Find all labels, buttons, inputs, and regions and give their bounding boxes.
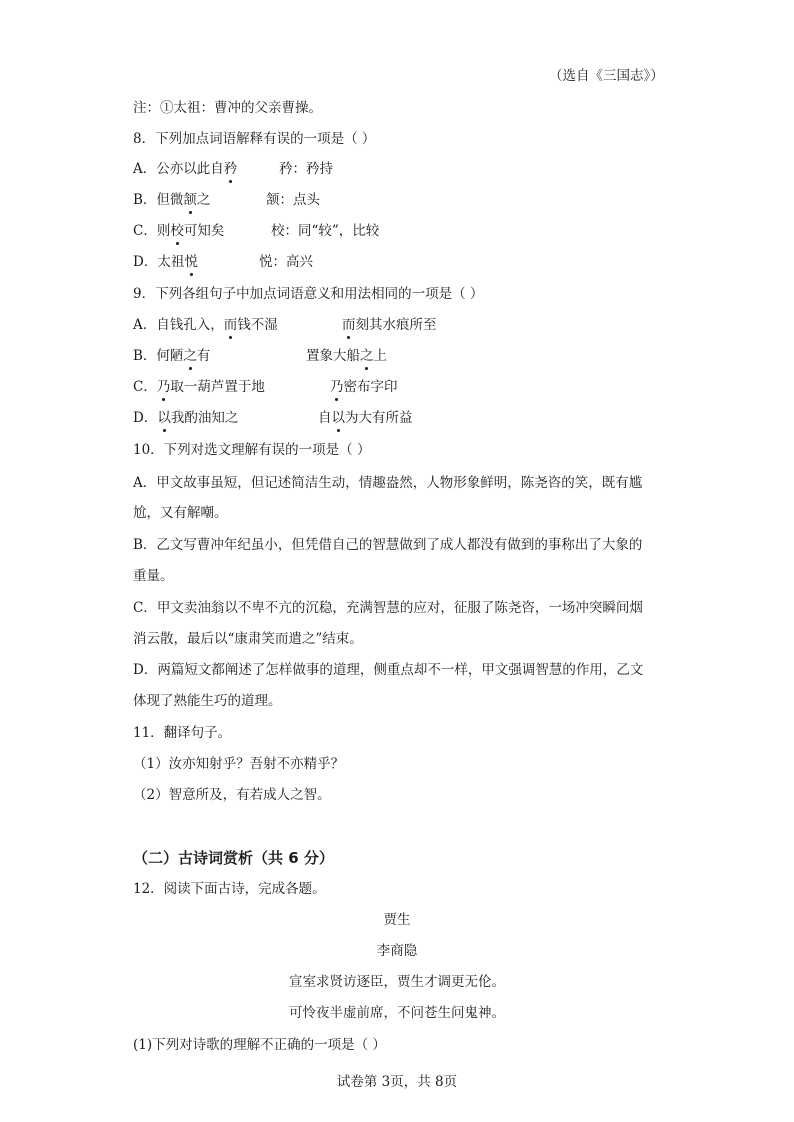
q10-option-d-line2: 体现了熟能生巧的道理。 (133, 693, 282, 709)
q9-a-right-2: 刻其水痕所至 (355, 317, 437, 333)
q11-sentence-1: （1）汝亦知射乎？吾射不亦精乎？ (133, 756, 345, 772)
q9-c-right-2: 密布字印 (343, 379, 398, 395)
q9-c-left-1: C． (133, 379, 157, 395)
q9-d-left-dotted: 以 (157, 410, 171, 426)
q9-d-right-dotted: 以 (331, 410, 345, 426)
poem-line-2: 可怜夜半虚前席，不问苍生问鬼神。 (289, 1005, 505, 1021)
section-heading: （二）古诗词赏析（共 6 分） (133, 849, 334, 867)
q8-b-text-2: 之 (196, 192, 211, 208)
q8-option-c (133, 221, 224, 241)
q9-a-left-dotted: 而 (223, 317, 238, 333)
q9-stem: 9．下列各组句子中加点词语意义和用法相同的一项是（ ） (133, 286, 484, 302)
q8-option-a (133, 159, 237, 179)
poem-title: 贾生 (383, 912, 411, 928)
page-footer: 试卷第 3页，共 8页 (336, 1074, 458, 1090)
q10-option-d-line1: D．两篇短文都阐述了怎样做事的道理，侧重点却不一样，甲文强调智慧的作用，乙文 (133, 662, 644, 678)
q8-b-dotted-word: 颔 (183, 192, 197, 208)
q11-sentence-2: （2）智意所及，有若成人之智。 (133, 787, 331, 803)
poem-line-1: 宣室求贤访逐臣，贾生才调更无伦。 (289, 974, 505, 990)
q8-option-d (133, 252, 198, 272)
q10-option-b-line2: 重量。 (133, 568, 174, 584)
q9-d-right-2: 为大有所益 (345, 410, 413, 426)
q8-c-text-2: 可知矣 (183, 223, 225, 239)
q10-option-b-line1: B．乙文写曹冲年纪虽小，但凭借自己的智慧做到了成人都没有做到的事称出了大象的 (133, 537, 643, 553)
q9-b-right-dotted: 之 (360, 348, 374, 364)
q9-c-right-dotted: 乃 (330, 379, 344, 395)
q9-a-right-dotted: 而 (342, 317, 356, 333)
q8-d-text: D．太祖 (133, 254, 185, 270)
q10-option-a-line2: 尬，又有解嘲。 (133, 505, 228, 521)
q9-b-right-1: 置象大船 (306, 348, 360, 364)
q12-sub-question-1: (1)下列对诗歌的理解不正确的一项是（ ） (133, 1037, 386, 1053)
q8-c-gloss: 校：同“较”，比较 (271, 223, 380, 239)
footnote: 注：①太祖：曹冲的父亲曹操。 (133, 100, 322, 116)
q9-option-c-left (133, 377, 265, 397)
poem-author: 李商隐 (376, 943, 418, 959)
q11-stem: 11．翻译句子。 (133, 725, 232, 741)
q9-c-left-2: 取一葫芦置于地 (170, 379, 265, 395)
q8-a-text: A．公亦以此自 (133, 161, 224, 177)
q8-c-dotted-word: 校 (170, 223, 184, 239)
q9-option-d-right (318, 408, 413, 428)
q9-b-left-2: 有 (196, 348, 211, 364)
q8-a-dotted-word: 矜 (223, 161, 238, 177)
q10-stem: 10．下列对选文理解有误的一项是（ ） (133, 442, 371, 458)
source-citation: （选自《三国志》） (549, 68, 664, 84)
q9-b-left-dotted: 之 (183, 348, 197, 364)
q8-a-gloss: 矜：矜持 (279, 161, 333, 177)
q9-b-left-1: B．何陋 (133, 348, 184, 364)
q9-d-right-1: 自 (318, 410, 332, 426)
q8-d-dotted-word: 悦 (184, 254, 198, 270)
q9-option-b-left (133, 346, 210, 366)
q9-option-d-left (133, 408, 238, 428)
q9-option-a-right (342, 315, 437, 335)
q8-c-text: C．则 (133, 223, 171, 239)
q9-option-b-right (306, 346, 387, 366)
q8-stem: 8．下列加点词语解释有误的一项是（ ） (133, 131, 376, 147)
q10-option-c-line1: C．甲文卖油翁以不卑不亢的沉稳，充满智慧的应对，征服了陈尧咨，一场冲突瞬间烟 (133, 600, 643, 616)
q10-option-a-line1: A．甲文故事虽短，但记述简洁生动，情趣盎然，人物形象鲜明，陈尧咨的笑，既有尴 (133, 475, 643, 491)
q9-option-a-left (133, 315, 278, 335)
q9-a-left-1: A．自钱孔入， (133, 317, 224, 333)
q9-a-left-2: 钱不湿 (237, 317, 278, 333)
q8-d-gloss: 悦：高兴 (259, 254, 313, 270)
q8-b-text: B．但微 (133, 192, 184, 208)
q9-d-left-1: D． (133, 410, 158, 426)
q9-d-left-2: 我酌油知之 (170, 410, 239, 426)
q12-stem: 12．阅读下面古诗，完成各题。 (133, 881, 326, 897)
q8-b-gloss: 颔：点头 (266, 192, 320, 208)
q9-option-c-right (330, 377, 398, 397)
q10-option-c-line2: 消云散，最后以“康肃笑而遣之”结束。 (133, 631, 363, 647)
q8-option-b (133, 190, 210, 210)
q9-c-left-dotted: 乃 (156, 379, 171, 395)
q9-b-right-2: 上 (373, 348, 387, 364)
